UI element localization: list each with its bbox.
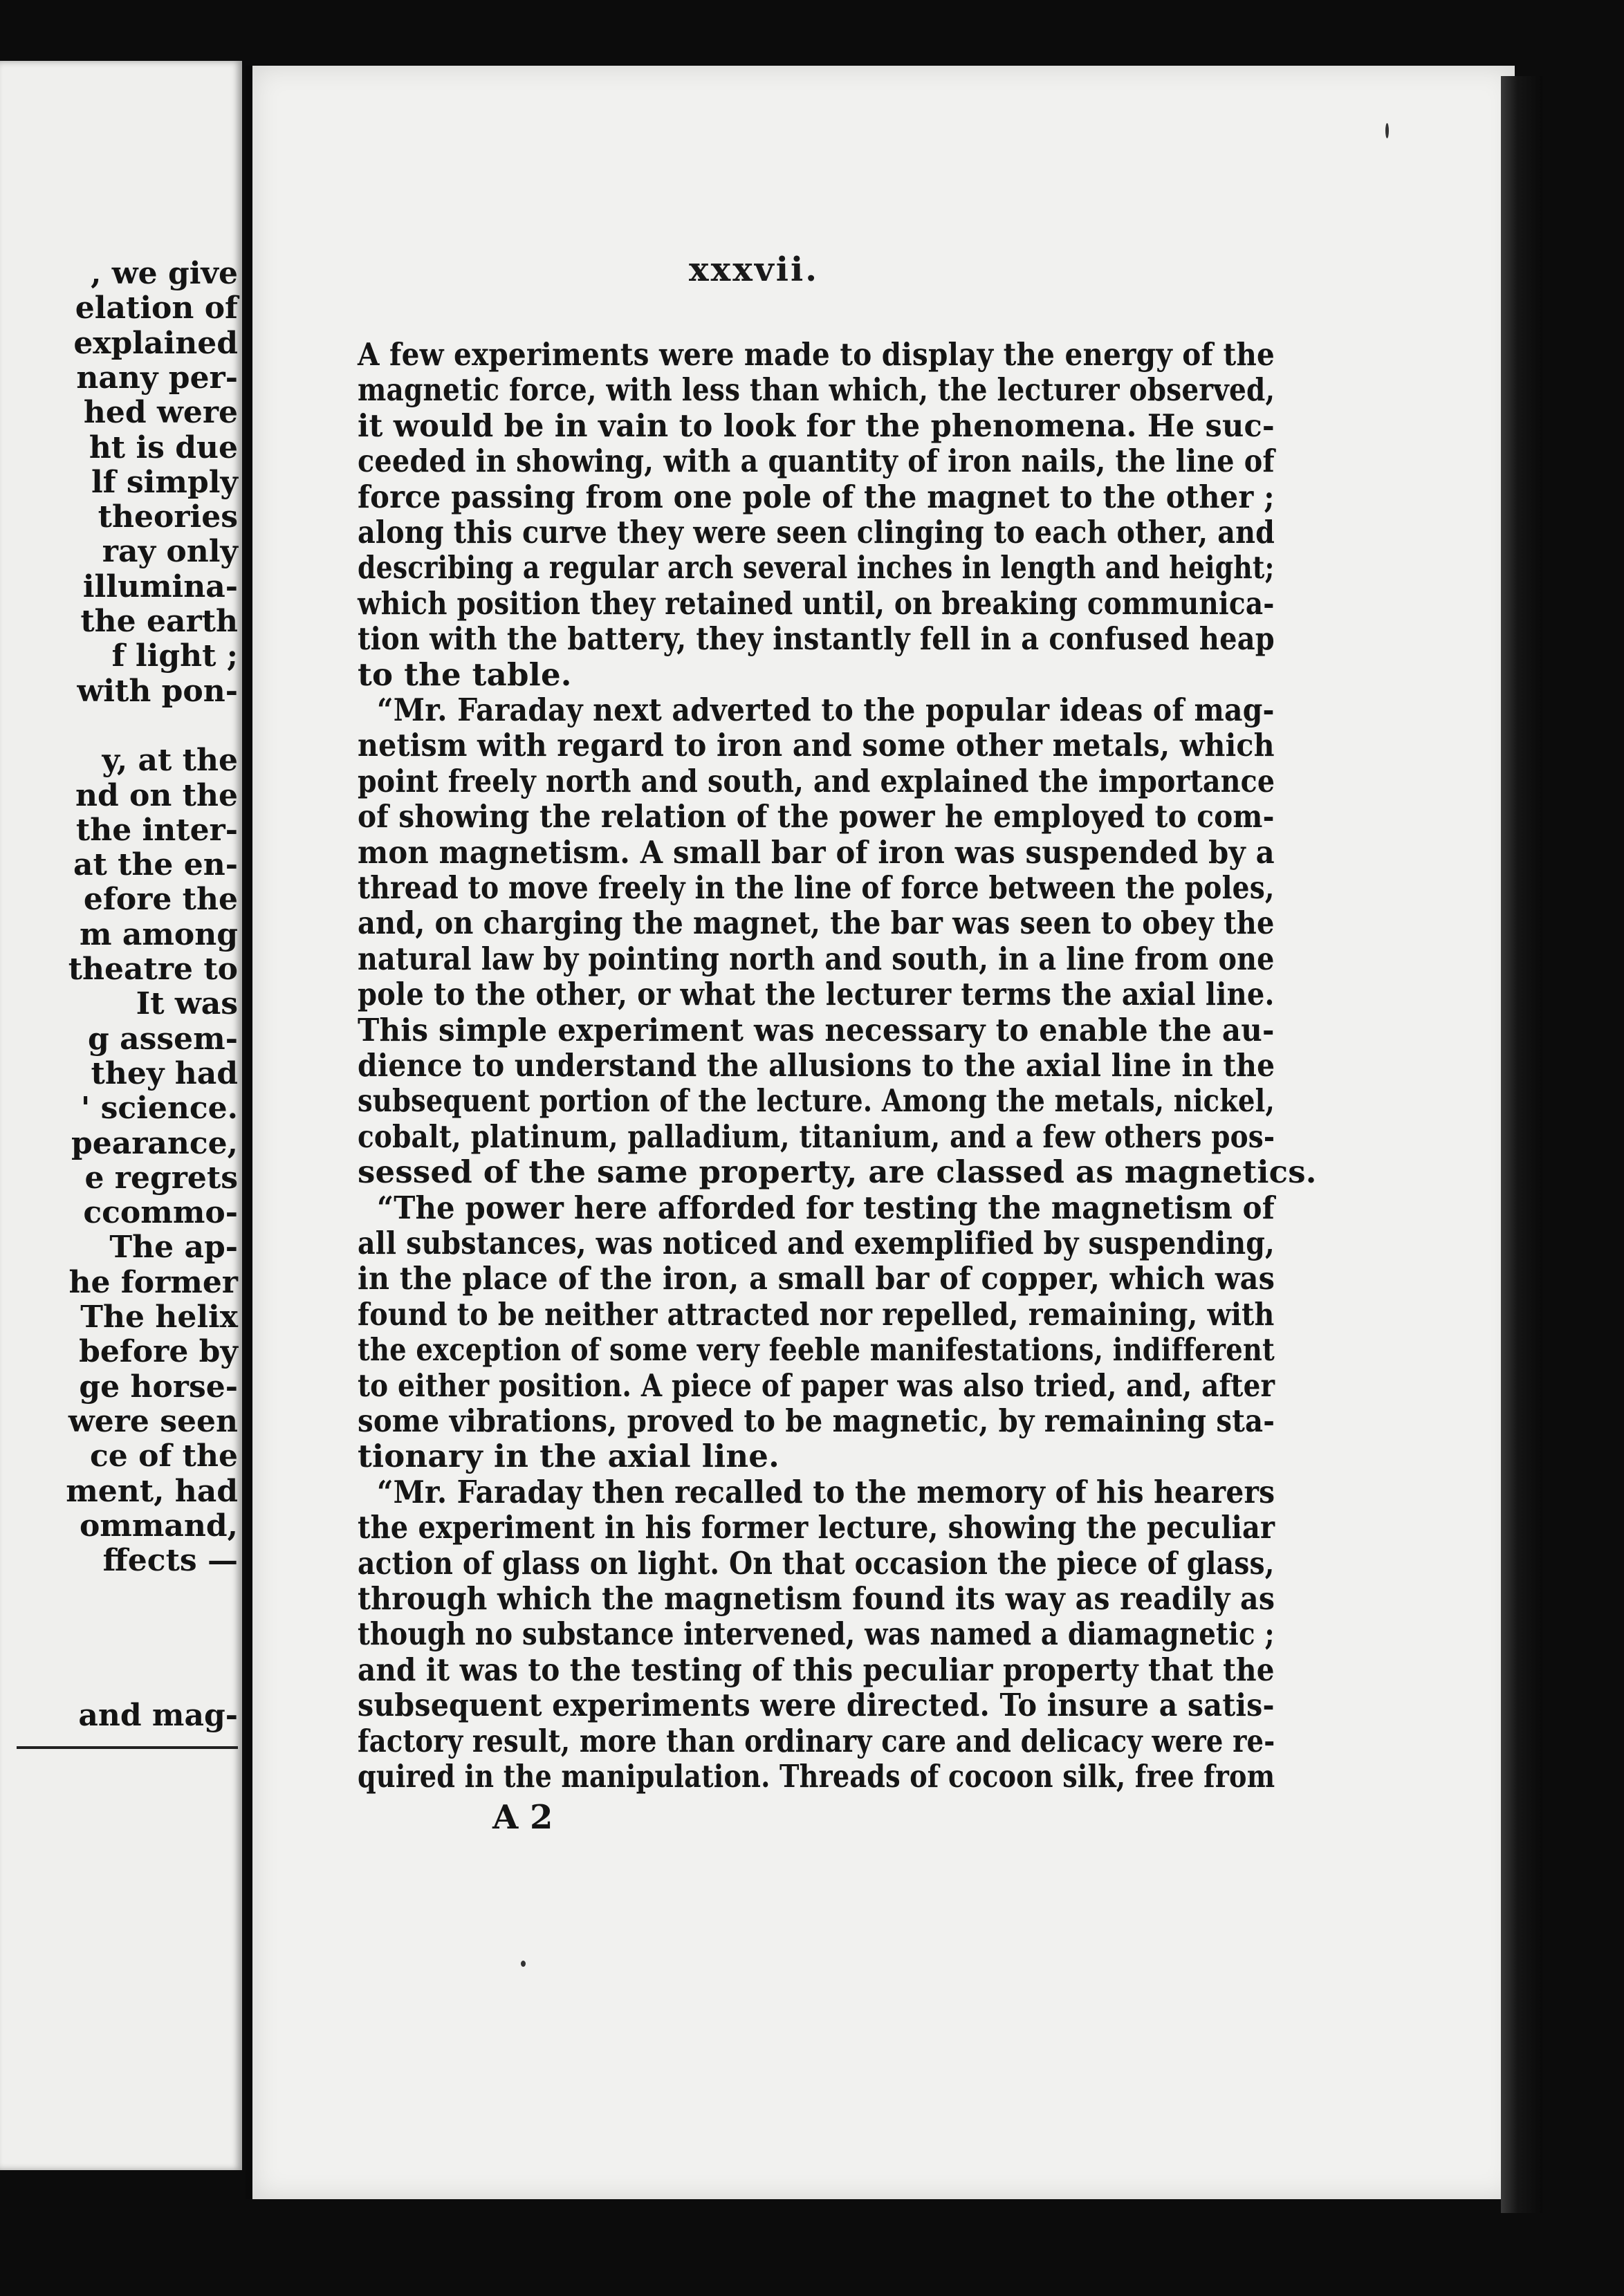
- running-head: xxxvii.: [689, 250, 819, 289]
- text-line: to either position. A piece of paper was also tried, and, after: [358, 1367, 1275, 1404]
- text-line: “Mr. Faraday next adverted to the popular ideas of mag-: [377, 692, 1275, 728]
- left-page: [0, 61, 242, 2170]
- left-page-line: ray only: [102, 534, 238, 570]
- text-line: and it was to the testing of this peculiar property that the: [358, 1651, 1275, 1688]
- text-line: quired in the manipulation. Threads of cocoon silk, free from: [358, 1758, 1275, 1795]
- text-line: point freely north and south, and explained the importance: [358, 762, 1275, 799]
- text-line: through which the magnetism found its way as readily as: [358, 1580, 1275, 1617]
- left-page-line: and mag-: [78, 1698, 238, 1733]
- left-page-line: , we give: [91, 256, 238, 291]
- text-line: dience to understand the allusions to the axial line in the: [358, 1047, 1275, 1084]
- left-page-line: theatre to: [68, 952, 238, 987]
- left-page-line: y, at the: [102, 743, 238, 779]
- left-page-line: e regrets: [84, 1160, 238, 1196]
- left-page-line: illumina-: [82, 568, 238, 604]
- text-line: “Mr. Faraday then recalled to the memory of his hearers: [377, 1473, 1275, 1510]
- signature-mark: A 2: [492, 1798, 553, 1837]
- left-page-line: ht is due: [89, 429, 238, 465]
- text-line: all substances, was noticed and exemplified by suspending,: [358, 1225, 1275, 1261]
- left-page-line: hed were: [83, 395, 238, 431]
- text-line: it would be in vain to look for the phenomena. He suc-: [358, 407, 1275, 444]
- left-page-line: were seen: [68, 1403, 238, 1439]
- text-line: netism with regard to iron and some other metals, which: [358, 727, 1275, 764]
- left-page-line: ommand,: [79, 1508, 238, 1544]
- left-page-line: g assem-: [88, 1021, 238, 1057]
- text-line: which position they retained until, on breaking communica-: [358, 584, 1275, 622]
- left-page-line: It was: [136, 986, 238, 1022]
- left-page-line: ce of the: [89, 1438, 238, 1474]
- text-line: mon magnetism. A small bar of iron was suspended by a: [358, 833, 1275, 871]
- left-page-line: theories: [98, 499, 238, 535]
- page-edge: [1501, 76, 1542, 2213]
- text-line: cobalt, platinum, palladium, titanium, and a few others pos-: [358, 1118, 1275, 1155]
- left-page-line: m among: [79, 916, 238, 952]
- left-page-line: ' science.: [80, 1091, 238, 1127]
- text-line: magnetic force, with less than which, the lecturer observed,: [358, 371, 1275, 409]
- left-page-rule: [17, 1746, 238, 1749]
- left-page-line: they had: [91, 1055, 238, 1091]
- text-line: “The power here afforded for testing the magnetism of: [377, 1189, 1275, 1226]
- text-line: the exception of some very feeble manifestations, indifferent: [358, 1331, 1275, 1369]
- left-page-line: before by: [79, 1334, 238, 1370]
- left-page-line: pearance,: [71, 1125, 238, 1161]
- left-page-line: efore the: [83, 882, 238, 918]
- text-line: some vibrations, proved to be magnetic, by remaining sta-: [358, 1402, 1275, 1439]
- spec-mark: [521, 1961, 526, 1967]
- left-page-line: the inter-: [75, 812, 238, 848]
- left-page-line: the earth: [80, 604, 238, 639]
- left-page-line: nd on the: [75, 777, 238, 813]
- left-page-line: The ap-: [109, 1230, 238, 1266]
- spec-mark: [1385, 123, 1389, 138]
- text-line: of showing the relation of the power he employed to com-: [358, 798, 1275, 835]
- text-line: subsequent portion of the lecture. Among the metals, nickel,: [358, 1082, 1275, 1120]
- text-line: tionary in the axial line.: [358, 1438, 779, 1475]
- left-page-line: with pon-: [77, 673, 238, 709]
- text-line: subsequent experiments were directed. To insure a satis-: [358, 1687, 1275, 1724]
- text-line: pole to the other, or what the lecturer terms the axial line.: [358, 976, 1275, 1013]
- left-page-line: lf simply: [91, 464, 238, 500]
- text-line: to the table.: [358, 656, 572, 693]
- text-line: action of glass on light. On that occasion the piece of glass,: [358, 1544, 1275, 1582]
- text-line: and, on charging the magnet, the bar was seen to obey the: [358, 905, 1275, 942]
- left-page-line: elation of: [75, 290, 238, 326]
- text-line: This simple experiment was necessary to enable the au-: [358, 1011, 1275, 1048]
- left-page-line: ffects —: [102, 1543, 238, 1579]
- left-page-line: ge horse-: [79, 1369, 238, 1405]
- text-line: sessed of the same property, are classed as magnetics.: [358, 1154, 1317, 1191]
- text-line: along this curve they were seen clinging to each other, and: [358, 514, 1275, 550]
- left-page-line: ment, had: [66, 1473, 238, 1509]
- text-line: describing a regular arch several inches in length and height;: [358, 549, 1275, 586]
- text-line: ceeded in showing, with a quantity of iron nails, the line of: [358, 443, 1275, 480]
- text-line: force passing from one pole of the magnet to the other ;: [358, 478, 1275, 515]
- text-line: tion with the battery, they instantly fell in a confused heap: [358, 620, 1275, 658]
- left-page-line: nany per-: [76, 360, 238, 396]
- text-line: thread to move freely in the line of force between the poles,: [358, 869, 1275, 906]
- text-line: factory result, more than ordinary care and delicacy were re-: [358, 1722, 1275, 1759]
- text-line: natural law by pointing north and south, in a line from one: [358, 940, 1275, 977]
- left-page-line: The helix: [80, 1299, 238, 1335]
- left-page-line: at the en-: [73, 847, 238, 883]
- left-page-line: explained: [73, 325, 238, 361]
- text-line: in the place of the iron, a small bar of copper, which was: [358, 1260, 1275, 1297]
- left-page-line: f light ;: [111, 638, 238, 674]
- left-page-line: he former: [68, 1264, 238, 1300]
- text-line: the experiment in his former lecture, showing the peculiar: [358, 1509, 1275, 1546]
- text-line: A few experiments were made to display the energy of the: [358, 336, 1275, 373]
- text-line: found to be neither attracted nor repelled, remaining, with: [358, 1295, 1275, 1333]
- text-line: though no substance intervened, was named a diamagnetic ;: [358, 1615, 1275, 1653]
- left-page-line: ccommo-: [83, 1195, 238, 1231]
